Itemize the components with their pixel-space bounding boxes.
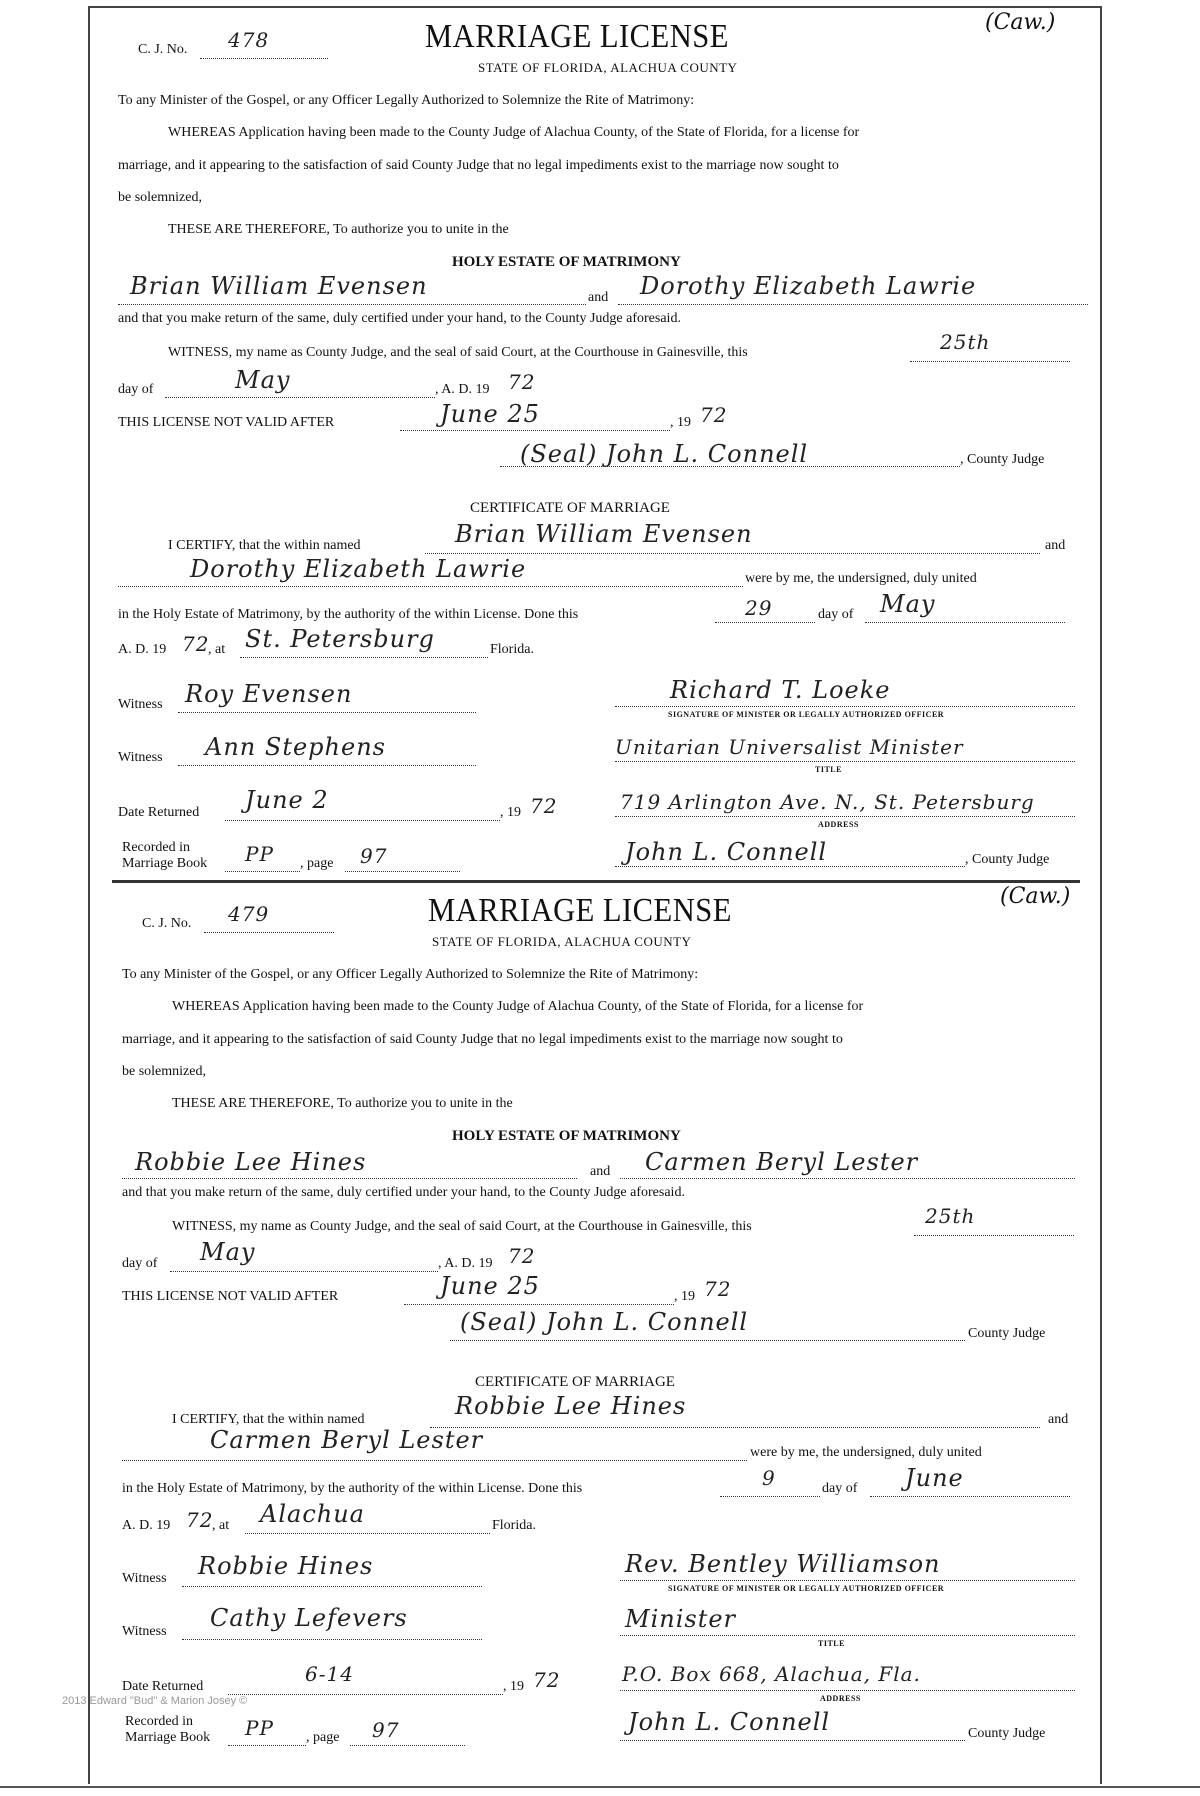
cert-and: and [1045, 538, 1066, 553]
certify-line: I CERTIFY, that the within named [168, 538, 361, 553]
marriage-book-label: Marriage Book [122, 856, 208, 871]
witness-day: 25th [925, 1204, 976, 1228]
page-label: , page [300, 856, 334, 871]
cj-number-label: C. J. No. [142, 916, 192, 931]
united-line: were by me, the undersigned, duly united [745, 571, 977, 586]
officer-signature: Richard T. Loeke [670, 676, 891, 704]
cert-groom: Robbie Lee Hines [455, 1392, 687, 1420]
license-subtitle: STATE OF FLORIDA, ALACHUA COUNTY [478, 60, 738, 75]
witness2-label: Witness [118, 750, 163, 765]
place: St. Petersburg [245, 625, 435, 653]
not-valid-date: June 25 [440, 1272, 540, 1300]
month: May [235, 366, 291, 394]
officer-line [620, 1580, 1075, 1581]
done-year: 72 [186, 1508, 214, 1532]
therefore-line: THESE ARE THEREFORE, To authorize you to unite in the [172, 1096, 513, 1111]
groom-line [122, 1178, 577, 1179]
final-county-judge: , County Judge [965, 852, 1050, 867]
day-of-label: day of [118, 382, 154, 397]
final-signature: John L. Connell [628, 1708, 831, 1736]
ad2-label: A. D. 19 [122, 1518, 171, 1533]
bride-name: Dorothy Elizabeth Lawrie [640, 272, 977, 300]
officer-address: P.O. Box 668, Alachua, Fla. [622, 1662, 921, 1686]
groom-name: Brian William Evensen [130, 272, 428, 300]
cert-and: and [1048, 1412, 1069, 1427]
done-year: 72 [182, 632, 210, 656]
date-returned: 6-14 [305, 1662, 354, 1686]
license-title: MARRIAGE LICENSE [425, 18, 729, 55]
address-caption: ADDRESS [818, 820, 859, 829]
officer-signature: Rev. Bentley Williamson [625, 1550, 941, 1578]
officer-title: Unitarian Universalist Minister [615, 735, 964, 759]
certify-line: I CERTIFY, that the within named [172, 1412, 365, 1427]
done-day-of: day of [818, 607, 854, 622]
cj-number-label: C. J. No. [138, 42, 188, 57]
date-returned-label: Date Returned [118, 805, 200, 820]
done-day: 29 [745, 596, 773, 620]
groom-name: Robbie Lee Hines [135, 1148, 367, 1176]
done-day: 9 [762, 1466, 776, 1490]
done-month: June [905, 1464, 964, 1492]
cj-number: 478 [228, 28, 270, 52]
county-judge-label: County Judge [968, 1326, 1046, 1341]
book-line [228, 1745, 306, 1746]
holy-estate-heading: HOLY ESTATE OF MATRIMONY [452, 254, 681, 270]
month: May [200, 1238, 256, 1266]
united-line: were by me, the undersigned, duly united [750, 1445, 982, 1460]
not-valid-line [404, 1304, 674, 1305]
corner-note: (Caw.) [985, 10, 1056, 35]
page-line [350, 1745, 465, 1746]
witness-day-line [914, 1235, 1074, 1236]
ad-label: , A. D. 19 [435, 382, 490, 397]
returned-year: 72 [530, 794, 558, 818]
cert-groom-line [430, 1427, 1040, 1428]
copyright-watermark: 2013 Edward "Bud" & Marion Josey © [62, 1695, 248, 1707]
cert-groom: Brian William Evensen [455, 520, 753, 548]
and-word: and [590, 1164, 611, 1179]
title-caption: TITLE [818, 1639, 845, 1648]
bottom-edge [0, 1786, 1200, 1788]
cert-bride: Dorothy Elizabeth Lawrie [190, 555, 527, 583]
not-valid-year-label: , 19 [670, 415, 691, 430]
officer-title: Minister [625, 1605, 737, 1633]
witness2-label: Witness [122, 1624, 167, 1639]
book: PP [245, 842, 274, 866]
date-returned: June 2 [245, 786, 329, 814]
witness-day: 25th [940, 330, 991, 354]
recorded-in-label: Recorded in [125, 1714, 194, 1729]
holy-estate-line: in the Holy Estate of Matrimony, by the authority of the within License. Done this [118, 607, 579, 622]
officer-address-line [620, 1690, 1075, 1691]
officer-address: 719 Arlington Ave. N., St. Petersburg [620, 790, 1035, 814]
at-label: , at [212, 1518, 230, 1533]
day-of-label: day of [122, 1256, 158, 1271]
not-valid-label: THIS LICENSE NOT VALID AFTER [118, 415, 335, 430]
witness-line: WITNESS, my name as County Judge, and the seal of said Court, at the Courthouse in Gainesville, this [168, 345, 748, 360]
bride-line [620, 1178, 1075, 1179]
witness1-line [182, 1586, 482, 1587]
book: PP [245, 1716, 274, 1740]
license-subtitle: STATE OF FLORIDA, ALACHUA COUNTY [432, 934, 692, 949]
certificate-title: CERTIFICATE OF MARRIAGE [470, 500, 670, 516]
cert-bride: Carmen Beryl Lester [210, 1426, 484, 1454]
judge-signature: (Seal) John L. Connell [520, 440, 809, 468]
corner-note: (Caw.) [1000, 884, 1071, 909]
license-year: 72 [508, 370, 536, 394]
officer-caption: SIGNATURE OF MINISTER OR LEGALLY AUTHORIZED OFFICER [668, 710, 945, 719]
witness1-label: Witness [122, 1571, 167, 1586]
place: Alachua [260, 1500, 365, 1528]
not-valid-year: 72 [700, 403, 728, 427]
not-valid-date: June 25 [440, 400, 540, 428]
address-line: To any Minister of the Gospel, or any Officer Legally Authorized to Solemnize the Rite of Matrimony: [118, 93, 695, 108]
witness-line: WITNESS, my name as County Judge, and the seal of said Court, at the Courthouse in Gainesville, this [172, 1219, 752, 1234]
holy-estate-heading: HOLY ESTATE OF MATRIMONY [452, 1128, 681, 1144]
whereas-line-3: be solemnized, [118, 190, 202, 205]
therefore-line: THESE ARE THEREFORE, To authorize you to unite in the [168, 222, 509, 237]
cj-number-line [204, 932, 334, 933]
ad2-label: A. D. 19 [118, 642, 167, 657]
whereas-line-2: marriage, and it appearing to the satisfaction of said County Judge that no legal impediments exist to the marriage now sought to [122, 1032, 843, 1047]
county-judge-label: , County Judge [960, 452, 1045, 467]
cert-bride-line [122, 1460, 747, 1461]
florida-label: Florida. [490, 642, 534, 657]
address-caption: ADDRESS [820, 1694, 861, 1703]
witness2: Cathy Lefevers [210, 1604, 408, 1632]
witness2-line [182, 1639, 482, 1640]
florida-label: Florida. [492, 1518, 536, 1533]
witness1-label: Witness [118, 697, 163, 712]
and-word: and [588, 290, 609, 305]
return-line: and that you make return of the same, duly certified under your hand, to the County Judge aforesaid. [118, 311, 681, 326]
at-label: , at [208, 642, 226, 657]
whereas-line-2: marriage, and it appearing to the satisfaction of said County Judge that no legal impediments exist to the marriage now sought to [118, 158, 839, 173]
final-county-judge: County Judge [968, 1726, 1046, 1741]
address-line: To any Minister of the Gospel, or any Officer Legally Authorized to Solemnize the Rite of Matrimony: [122, 967, 699, 982]
ad-label: , A. D. 19 [438, 1256, 493, 1271]
month-line [170, 1271, 438, 1272]
date-returned-line [228, 1694, 503, 1695]
title-caption: TITLE [815, 765, 842, 774]
whereas-line-3: be solemnized, [122, 1064, 206, 1079]
final-signature: John L. Connell [625, 838, 828, 866]
done-day-line [720, 1496, 820, 1497]
page: 97 [372, 1718, 400, 1742]
marriage-book-label: Marriage Book [125, 1730, 211, 1745]
not-valid-label: THIS LICENSE NOT VALID AFTER [122, 1289, 339, 1304]
page: 97 [360, 844, 388, 868]
judge-signature: (Seal) John L. Connell [460, 1308, 749, 1336]
returned-year-label: , 19 [500, 805, 521, 820]
holy-estate-line: in the Holy Estate of Matrimony, by the authority of the within License. Done this [122, 1481, 583, 1496]
date-returned-label: Date Returned [122, 1679, 204, 1694]
place-line [245, 1533, 490, 1534]
witness1: Robbie Hines [198, 1552, 374, 1580]
whereas-line-1: WHEREAS Application having been made to the County Judge of Alachua County, of the State of Florida, for a license for [172, 999, 864, 1014]
license-title: MARRIAGE LICENSE [428, 892, 732, 929]
done-month-line [870, 1496, 1070, 1497]
witness1: Roy Evensen [185, 680, 353, 708]
witness2: Ann Stephens [205, 733, 386, 761]
bride-name: Carmen Beryl Lester [645, 1148, 919, 1176]
license-year: 72 [508, 1244, 536, 1268]
done-month: May [880, 590, 936, 618]
officer-title-line [620, 1635, 1075, 1636]
not-valid-year: 72 [704, 1277, 732, 1301]
whereas-line-1: WHEREAS Application having been made to the County Judge of Alachua County, of the State of Florida, for a license for [168, 125, 860, 140]
not-valid-year-label: , 19 [674, 1289, 695, 1304]
returned-year-label: , 19 [503, 1679, 524, 1694]
cj-number: 479 [228, 902, 270, 926]
judge-signature-line [450, 1340, 965, 1341]
recorded-in-label: Recorded in [122, 840, 191, 855]
page-label: , page [306, 1730, 340, 1745]
certificate-title: CERTIFICATE OF MARRIAGE [475, 1374, 675, 1390]
final-signature-line [620, 1740, 965, 1741]
officer-caption: SIGNATURE OF MINISTER OR LEGALLY AUTHORIZED OFFICER [668, 1584, 945, 1593]
return-line: and that you make return of the same, duly certified under your hand, to the County Judge aforesaid. [122, 1185, 685, 1200]
done-day-of: day of [822, 1481, 858, 1496]
returned-year: 72 [533, 1668, 561, 1692]
